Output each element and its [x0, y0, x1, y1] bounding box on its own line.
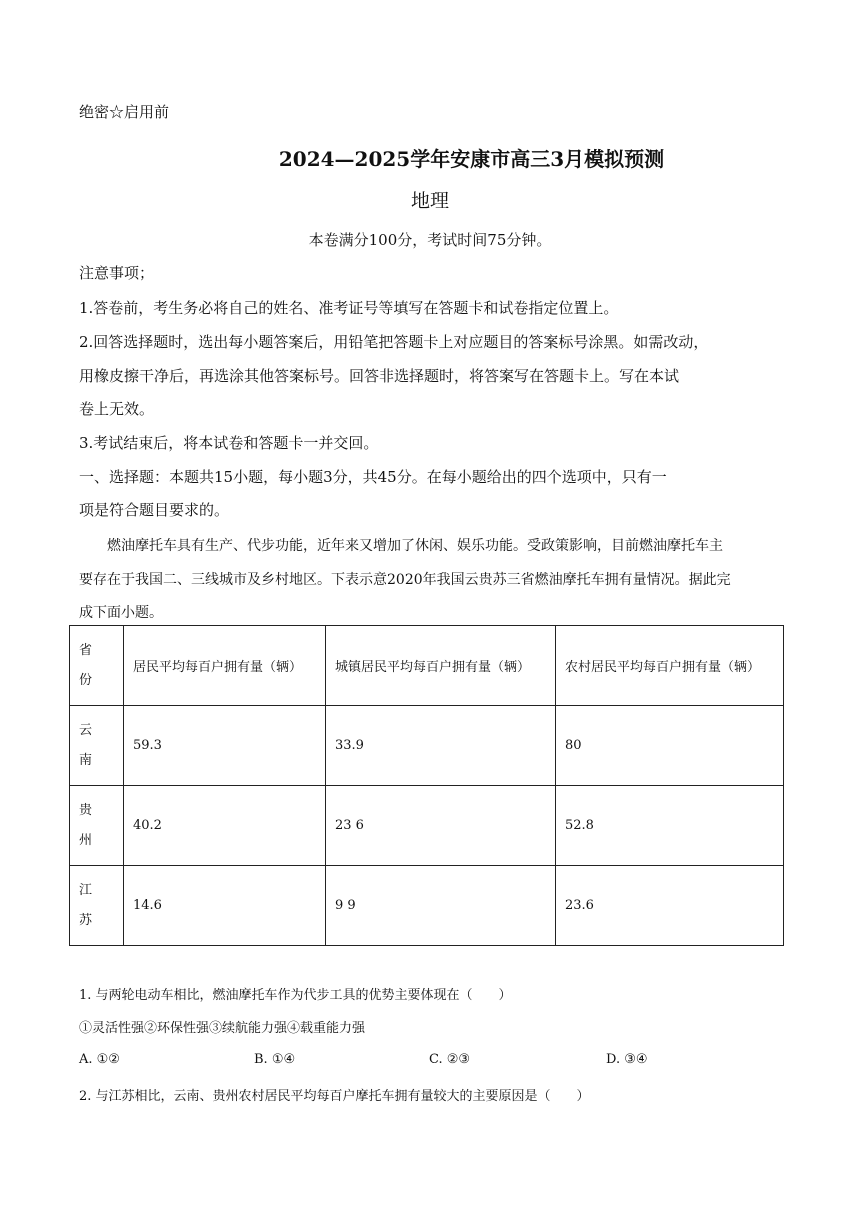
urban-cell: 33.9 [326, 706, 556, 786]
notes-heading: 注意事项； [79, 264, 155, 282]
passage-line-1: 燃油摩托车具有生产、代步功能，近年来又增加了休闲、娱乐功能。受政策影响，目前燃油摩托车主 [107, 538, 723, 554]
table-header-row [70, 626, 784, 706]
section-heading: 一、选择题：本题共15小题，每小题3分，共45分。在每小题给出的四个选项中，只有一 [79, 468, 667, 486]
rural-cell: 80 [556, 706, 784, 786]
note-item-1: 1.答卷前，考生务必将自己的姓名、准考证号等填写在答题卡和试卷指定位置上。 [79, 299, 619, 317]
rural-cell: 23.6 [556, 866, 784, 946]
motorcycle-ownership-table [69, 625, 784, 946]
province-cell: 贵州 [70, 786, 124, 866]
header-urban: 城镇居民平均每百户拥有量（辆） [326, 626, 556, 706]
table-row [70, 706, 784, 786]
note-item-2: 2.回答选择题时，选出每小题答案后，用铅笔把答题卡上对应题目的答案标号涂黑。如需改动， [79, 333, 709, 351]
urban-cell: 9 9 [326, 866, 556, 946]
rural-cell: 52.8 [556, 786, 784, 866]
passage-line-3: 成下面小题。 [79, 605, 163, 621]
choice-a[interactable]: A. ①② [79, 1052, 120, 1067]
question-2: 2. 与江苏相比，云南、贵州农村居民平均每百户摩托车拥有量较大的主要原因是（ ） [79, 1089, 590, 1104]
choice-b[interactable]: B. ①④ [254, 1052, 296, 1067]
exam-title: 2024—2025学年安康市高三3月模拟预测 [278, 147, 665, 171]
header-avg: 居民平均每百户拥有量（辆） [124, 626, 326, 706]
avg-cell: 14.6 [124, 866, 326, 946]
note-item-2-end: 卷上无效。 [79, 400, 155, 418]
urban-cell: 23 6 [326, 786, 556, 866]
score-time-line: 本卷满分100分，考试时间75分钟。 [308, 231, 552, 249]
province-cell: 云南 [70, 706, 124, 786]
table-row [70, 786, 784, 866]
province-cell: 江苏 [70, 866, 124, 946]
subject-title: 地理 [410, 190, 449, 212]
choice-d[interactable]: D. ③④ [606, 1052, 648, 1067]
note-item-2-cont: 用橡皮擦干净后，再选涂其他答案标号。回答非选择题时，将答案写在答题卡上。写在本试 [79, 367, 680, 385]
question-1: 1. 与两轮电动车相比，燃油摩托车作为代步工具的优势主要体现在（ ） [79, 988, 512, 1003]
passage-line-2: 要存在于我国二、三线城市及乡村地区。下表示意2020年我国云贵苏三省燃油摩托车拥有量情况。据此完 [79, 572, 731, 588]
header-province: 省份 [70, 626, 124, 706]
question-1-statements: ①灵活性强②环保性强③续航能力强④载重能力强 [79, 1021, 366, 1036]
avg-cell: 59.3 [124, 706, 326, 786]
section-heading-cont: 项是符合题目要求的。 [79, 501, 230, 519]
note-item-3: 3.考试结束后，将本试卷和答题卡一并交回。 [79, 434, 379, 452]
confidential-label: 绝密☆启用前 [79, 103, 170, 121]
header-rural: 农村居民平均每百户拥有量（辆） [556, 626, 784, 706]
choice-c[interactable]: C. ②③ [429, 1052, 471, 1067]
avg-cell: 40.2 [124, 786, 326, 866]
table-row [70, 866, 784, 946]
